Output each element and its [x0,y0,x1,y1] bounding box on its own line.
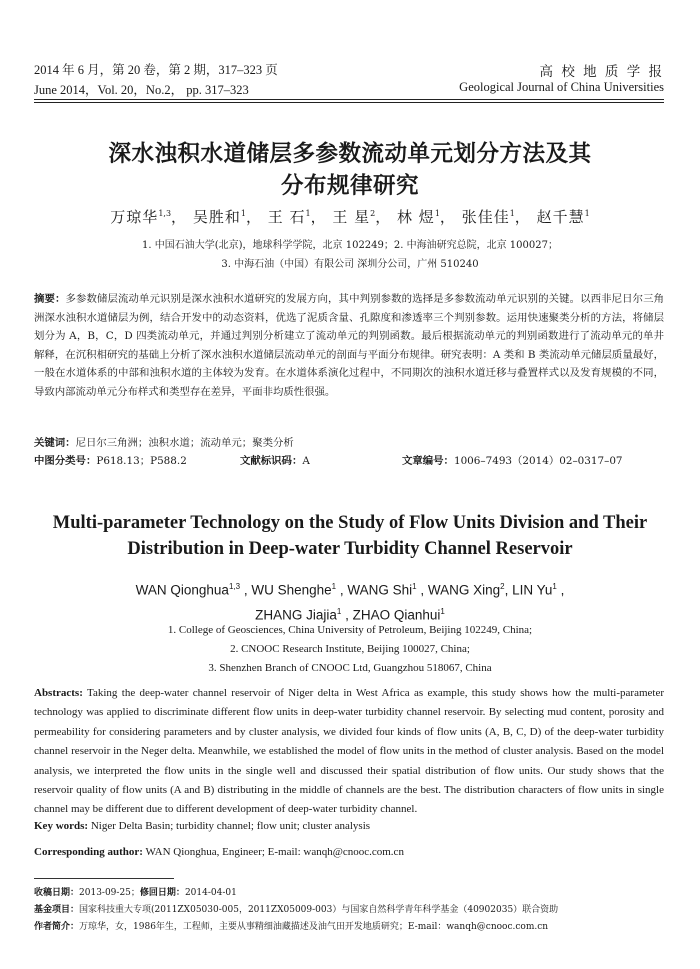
journal-name-en: Geological Journal of China Universities [459,80,664,94]
footnote-author-bio: 作者简介：万琼华，女，1986年生，工程师，主要从事精细油藏描述及油气田开发地质研究；E-mail：wanqh@cnooc.com.cn [34,922,549,932]
author-cn: 林 煜 [397,208,435,226]
footnote-dates: 收稿日期：2013-09-25；修回日期：2014-04-01 [34,888,237,898]
author-en: ZHAO Qianhui [352,607,441,622]
footnote-fund: 基金项目：国家科技重大专项(2011ZX05030-005，2011ZX05009-003）与国家自然科学青年科学基金（40902035）联合资助 [34,905,559,915]
author-en: WANG Shi [347,582,413,598]
journal-name-cn: 高 校 地 质 学 报 [539,64,664,80]
affiliation-cn-line1: 1. 中国石油大学(北京)，地球科学学院，北京 102249；2. 中海油研究总院，北京 100027； [142,240,558,251]
abstract-en [34,684,664,820]
footnote-rule [34,878,174,879]
author-en: WAN Qionghua [135,582,229,598]
author-en: ZHANG Jiajia [255,607,337,622]
author-cn: 吴胜和 [192,208,241,226]
abstract-cn-label: 摘要： [34,293,66,305]
affiliation-en-2: 2. CNOOC Research Institute, Beijing 100027, China; [230,643,470,655]
journal-citation-en: June 2014，Vol. 20，No.2， pp. 317–323 [34,83,249,97]
author-cn: 王 星 [332,208,371,226]
author-en: LIN Yu [512,582,553,598]
authors-cn: 万琼华$^{1,3}$， 吴胜和$^1$， 王 石$^1$， 王 星$^2$， 林 煜$^1$， 张佳佳$^1$， 赵千慧$^1$ [110,208,590,226]
article-number: 文章编号：1006–7493（2014）02–0317–07 [402,455,623,467]
author-cn: 赵千慧 [536,208,585,226]
author-cn: 张佳佳 [461,208,510,226]
author-en: WANG Xing [427,582,501,598]
abstract-cn-text: 多参数储层流动单元识别是深水浊积水道研究的发展方向，其中判别参数的选择是多参数流动单元识别的关键。以西非尼日尔三角洲深水浊积水道储层为例，结合开发中的动态资料，优选了泥质含量、孔隙度和渗透率三个判别参数。运用快速聚类分析的方法，将储层划分为 A，B，C，D 四类流动单元，并通过判别分析建立了流动单元的判别函数。最后根据流动单元的判别函数进行了流动单元的单井解释，在沉积相研究的基础上分析了深水浊积水道储层流动单元的剖面与平面分布规律。研究表明：A 类和 B 类流动单元储层质量最好，一般在水道体系的中部和浊积水道的主体较为发育。在水道体系演化过程中，不同期次的浊积水道迁移与叠置样式以及发育规模的不同，导致内部流动单元分布样式和类型存在差异，平面非均质性很强。 [34,293,665,398]
title-cn-line1: 深水浊积水道储层多参数流动单元划分方法及其 [108,141,592,167]
journal-citation-cn: 2014 年 6 月，第 20 卷，第 2 期，317–323 页 [34,63,278,77]
affiliation-en-3: 3. Shenzhen Branch of CNOOC Ltd, Guangzhou 518067, China [208,662,492,674]
authors-en: WAN Qionghua$^{1,3}$ , WU Shenghe$^1$ , WANG Shi$^1$ , WANG Xing$^2$, LIN Yu$^1$ , ZHANG Jiajia$^1$ , ZHAO Qianhui$^1$ [135,582,565,622]
keywords-en: Key words: Niger Delta Basin; turbidity channel; flow unit; cluster analysis [34,820,371,832]
abstract-cn [34,290,664,402]
author-cn: 万琼华 [110,208,159,226]
title-cn-line2: 分布规律研究 [280,173,419,199]
author-cn: 王 石 [267,208,306,226]
abstract-en-text: Taking the deep-water channel reservoir of Niger delta in West Africa as example, this study shows how the multi-parameter technology was applied to discriminate different flow units in deep-water turbidity channel reservoir. By selecting mud content, porosity and permeability for considering parameters and by cluster analysis, we divided four kinds of flow units (A, B, C, D) of the deep-water turbidity channel reservoir in the Neger delta. Meanwhile, we established the model of flow units in the method of cluster analysis. Based on the model analysis, we interpreted the flow units in the single well and discussed their spatial distribution of flow units. Our study shows that the reservoir quality of flow units (A and B) distributing in the middle of channels are the best. The distribution characters of flow units in single channel may be different due to different development of deep-water turbidity channel. [34,687,664,816]
header-rule [34,99,664,100]
author-en: WU Shenghe [251,582,332,598]
keywords-cn: 关键词：尼日尔三角洲；浊积水道；流动单元；聚类分析 [34,437,294,449]
affiliation-cn-line2: 3. 中海石油（中国）有限公司 深圳分公司，广州 510240 [221,259,479,270]
document-code: 文献标识码：A [240,455,310,467]
abstract-en-label: Abstracts: [34,687,83,699]
title-en-line2: Distribution in Deep-water Turbidity Channel Reservoir [127,539,573,559]
affiliation-en-1: 1. College of Geosciences, China University of Petroleum, Beijing 102249, China; [167,624,533,636]
title-en-line1: Multi-parameter Technology on the Study of Flow Units Division and Their [52,513,648,533]
header-rule-2 [34,102,664,103]
corresponding-author: Corresponding author: WAN Qionghua, Engineer; E-mail: wanqh@cnooc.com.cn [34,846,404,858]
clc-number: 中图分类号：P618.13；P588.2 [34,455,187,467]
